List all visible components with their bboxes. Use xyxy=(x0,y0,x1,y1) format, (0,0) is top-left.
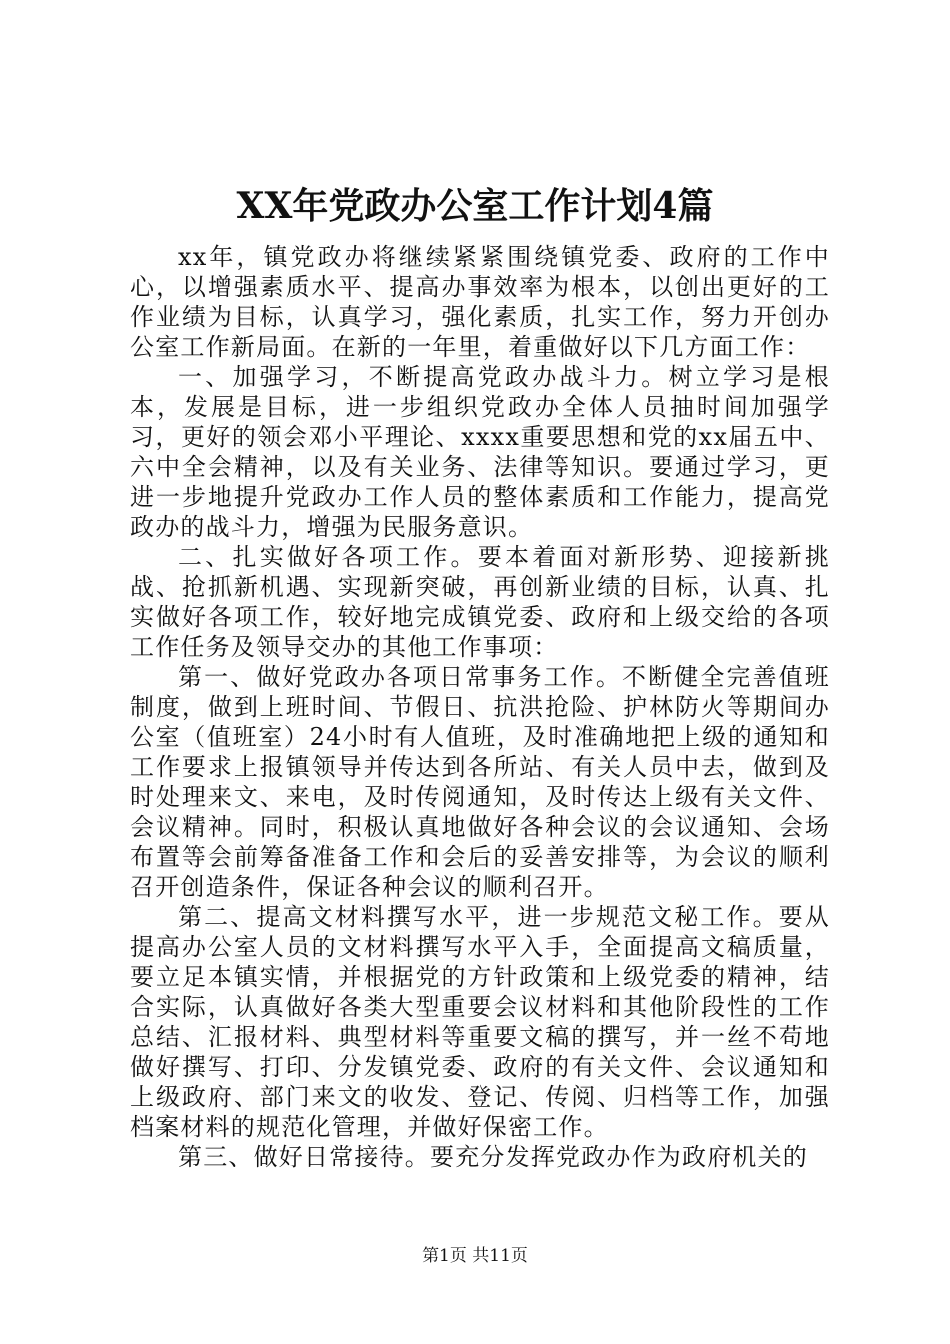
document-title: XX年党政办公室工作计划4篇 xyxy=(236,185,714,227)
paragraph-writing: 第二、提高文材料撰写水平，进一步规范文秘工作。要从提高办公室人员的文材料撰写水平入手，全面提高文稿质量，要立足本镇实情，并根据党的方针政策和上级党委的精神，结合实际，认真做好各类大型重要会议材料和其他阶段性的工作总结、汇报材料、典型材料等重要文稿的撰写，并一丝不苟地做好撰写、打印、分发镇党委、政府的有关文件、会议通知和上级政府、部门来文的收发、登记、传阅、归档等工作，加强档案材料的规范化管理，并做好保密工作。 xyxy=(130,903,830,1141)
page-footer: 第1页 共11页 xyxy=(422,1246,528,1266)
paragraph-intro: xx年，镇党政办将继续紧紧围绕镇党委、政府的工作中心，以增强素质水平、提高办事效率为根本，以创出更好的工作业绩为目标，认真学习，强化素质，扎实工作，努力开创办公室工作新局面。在新的一年里，着重做好以下几方面工作： xyxy=(130,243,830,361)
paragraph-daily-affairs: 第一、做好党政办各项日常事务工作。不断健全完善值班制度，做到上班时间、节假日、抗洪抢险、护林防火等期间办公室（值班室）24小时有人值班，及时准确地把上级的通知和工作要求上报镇领导并传达到各所站、有关人员中去，做到及时处理来文、来电，及时传阅通知，及时传达上级有关文件、会议精神。同时，积极认真地做好各种会议的会议通知、会场布置等会前筹备准备工作和会后的妥善安排等，为会议的顺利召开创造条件，保证各种会议的顺利召开。 xyxy=(130,663,830,901)
document-body xyxy=(130,242,830,1172)
paragraph-study: 一、加强学习，不断提高党政办战斗力。树立学习是根本，发展是目标，进一步组织党政办全体人员抽时间加强学习，更好的领会邓小平理论、xxxx重要思想和党的xx届五中、六中全会精神，以及有关业务、法律等知识。要通过学习，更进一步地提升党政办工作人员的整体素质和工作能力，提高党政办的战斗力，增强为民服务意识。 xyxy=(130,363,830,541)
paragraph-work: 二、扎实做好各项工作。要本着面对新形势、迎接新挑战、抢抓新机遇、实现新突破，再创新业绩的目标，认真、扎实做好各项工作，较好地完成镇党委、政府和上级交给的各项工作任务及领导交办的其他工作事项： xyxy=(130,543,830,661)
paragraph-reception: 第三、做好日常接待。要充分发挥党政办作为政府机关的 xyxy=(178,1143,808,1171)
